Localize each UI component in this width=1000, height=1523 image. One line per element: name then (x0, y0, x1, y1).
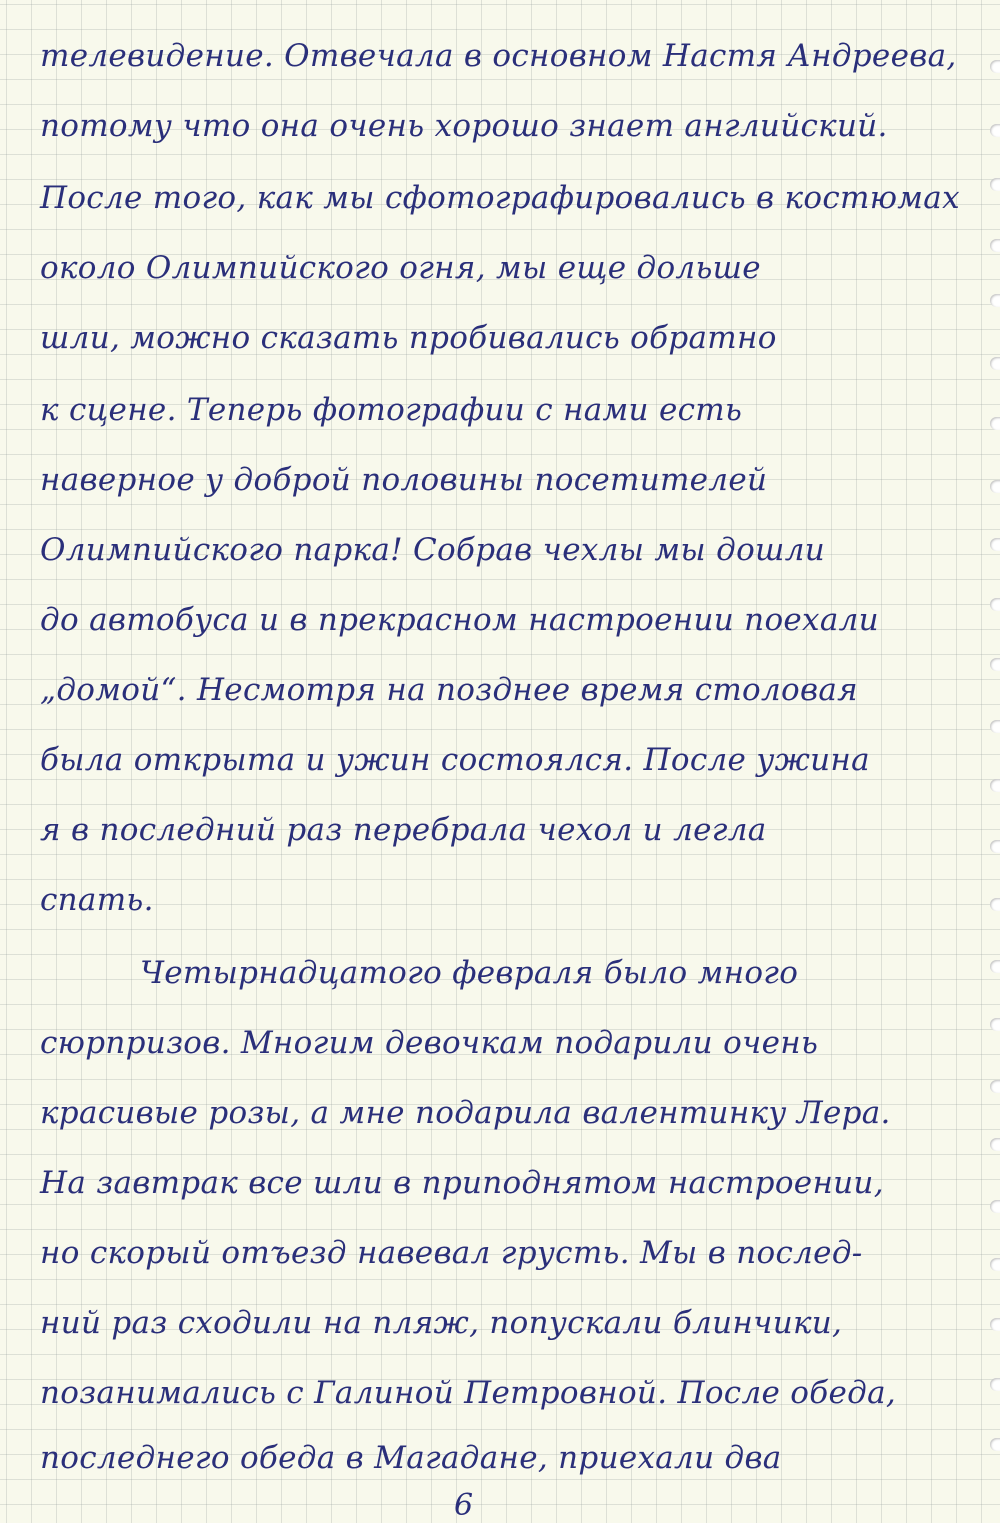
text-line: около Олимпийского огня, мы еще дольше (40, 250, 761, 286)
binder-hole (990, 1258, 1000, 1271)
text-line: шли, можно сказать пробивались обратно (40, 320, 777, 356)
text-line: я в последний раз перебрала чехол и легла (40, 812, 767, 848)
text-line: Олимпийского парка! Собрав чехлы мы дошли (40, 532, 825, 568)
text-line: но скорый отъезд навевал грусть. Мы в послед- (40, 1235, 863, 1271)
binder-hole (990, 294, 1000, 307)
text-line: спать. (40, 882, 154, 918)
text-line: сюрпризов. Многим девочкам подарили очень (40, 1025, 819, 1061)
binder-hole (990, 178, 1000, 191)
text-line: последнего обеда в Магадане, приехали два (40, 1440, 782, 1476)
binder-hole (990, 720, 1000, 733)
binder-hole (990, 1080, 1000, 1093)
page-number: 6 (454, 1488, 474, 1523)
binder-hole (990, 960, 1000, 973)
binder-hole (990, 658, 1000, 671)
binder-hole (990, 538, 1000, 551)
text-line: После того, как мы сфотографировались в костюмах (40, 180, 960, 216)
binder-hole (990, 417, 1000, 430)
text-line: „домой“. Несмотря на позднее время столовая (40, 672, 858, 708)
text-line: до автобуса и в прекрасном настроении поехали (40, 602, 879, 638)
binder-hole (990, 1438, 1000, 1451)
text-line: была открыта и ужин состоялся. После ужина (40, 742, 870, 778)
text-line: потому что она очень хорошо знает английский. (40, 108, 888, 144)
binder-hole (990, 60, 1000, 73)
binder-hole (990, 779, 1000, 792)
binder-holes (970, 0, 1000, 1523)
text-line: наверное у доброй половины посетителей (40, 462, 768, 498)
text-line: телевидение. Отвечала в основном Настя Андреева, (40, 38, 957, 74)
binder-hole (990, 480, 1000, 493)
binder-hole (990, 357, 1000, 370)
binder-hole (990, 898, 1000, 911)
paragraph-first-line: Четырнадцатого февраля было много (140, 955, 799, 991)
binder-hole (990, 1200, 1000, 1213)
binder-hole (990, 840, 1000, 853)
binder-hole (990, 239, 1000, 252)
text-line: к сцене. Теперь фотографии с нами есть (40, 392, 743, 428)
binder-hole (990, 1378, 1000, 1391)
binder-hole (990, 598, 1000, 611)
binder-hole (990, 1138, 1000, 1151)
text-line: ний раз сходили на пляж, попускали блинчики, (40, 1305, 843, 1341)
binder-hole (990, 1018, 1000, 1031)
binder-hole (990, 1318, 1000, 1331)
text-line: На завтрак все шли в приподнятом настроении, (40, 1165, 884, 1201)
text-line: красивые розы, а мне подарила валентинку Лера. (40, 1095, 891, 1131)
binder-hole (990, 124, 1000, 137)
text-line: позанимались с Галиной Петровной. После обеда, (40, 1375, 897, 1411)
